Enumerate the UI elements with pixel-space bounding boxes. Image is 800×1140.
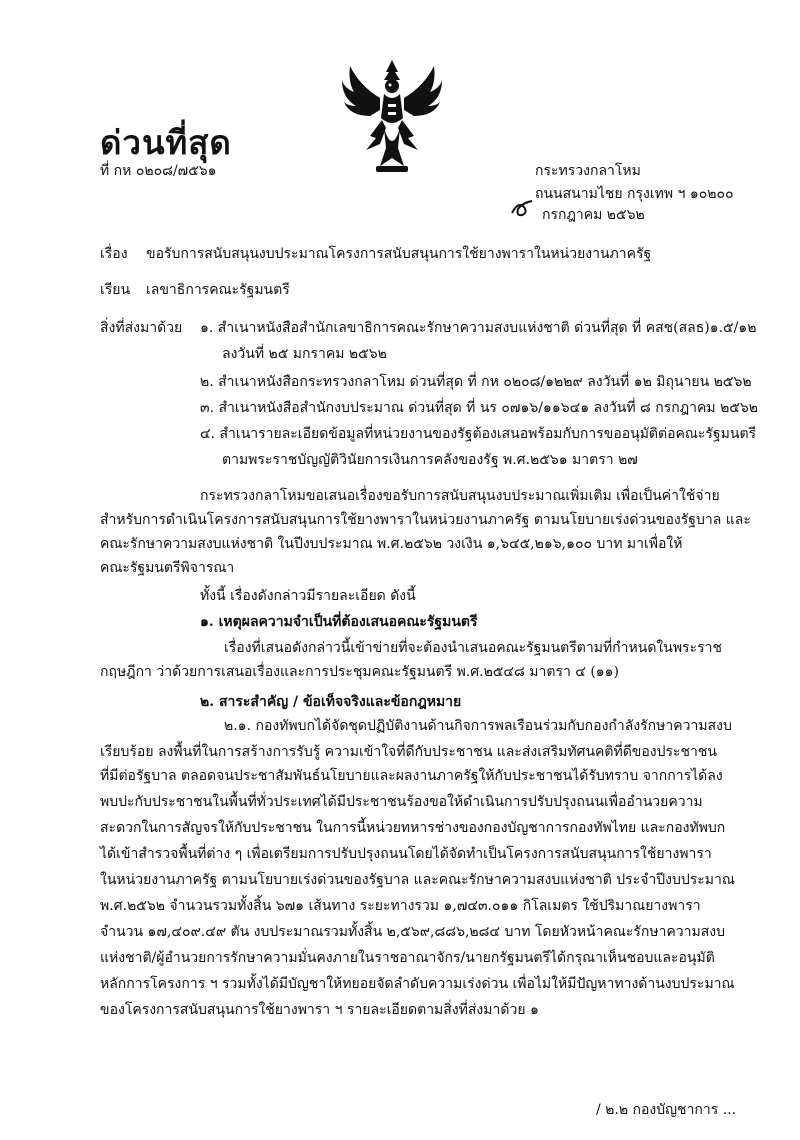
section1-line: เรื่องที่เสนอดังกล่าวนี้เข้าข่ายที่จะต้องนำเสนอคณะรัฐมนตรีตามที่กำหนดในพระราช [224,640,722,656]
garuda-emblem [340,58,444,174]
section2-line: สะดวกในการสัญจรให้กับประชาชน ในการนี้หน่วยทหารช่างของกองบัญชาการกองทัพไทย และกองทัพบก [100,820,726,836]
details-intro: ทั้งนี้ เรื่องดังกล่าวมีรายละเอียด ดังนี้ [200,588,416,604]
intro-line: คณะรัฐมนตรีพิจารณา [100,560,235,576]
enclosure-item: ลงวันที่ ๒๕ มกราคม ๒๕๖๒ [222,346,387,362]
urgency-label: ด่วนที่สุด [100,123,232,162]
enclosure-item: ๓. สำเนาหนังสือสำนักงบประมาณ ด่วนที่สุด ที่ นร ๐๗๑๖/๑๑๖๔๑ ลงวันที่ ๘ กรกฎาคม ๒๕๖๒ [200,400,759,416]
section2-line: จำนวน ๑๗,๔๐๙.๔๙ ตัน งบประมาณรวมทั้งสิ้น ๒,๕๖๙,๘๘๖,๒๘๔ บาท โดยหัวหน้าคณะรักษาความสงบ [100,924,726,940]
section2-line: ของโครงการสนับสนุนการใช้ยางพารา ฯ รายละเอียดตามสิ่งที่ส่งมาด้วย ๑ [100,1002,539,1018]
handwritten-day-mark [510,199,536,217]
page-continuation: / ๒.๒ กองบัญชาการ ... [596,1102,737,1118]
section1-heading: ๑. เหตุผลความจำเป็นที่ต้องเสนอคณะรัฐมนตรี [200,614,478,630]
subject-label: เรื่อง [100,246,128,262]
ministry-name: กระทรวงกลาโหม [535,163,641,179]
subject-text: ขอรับการสนับสนุนงบประมาณโครงการสนับสนุนการใช้ยางพาราในหน่วยงานภาครัฐ [146,246,652,262]
section2-line: พบปะกับประชาชนในพื้นที่ทั่วประเทศได้มีประชาชนร้องขอให้ดำเนินการปรับปรุงถนนเพื่ออำนวยความ [100,794,703,810]
enclosure-item: ๑. สำเนาหนังสือสำนักเลขาธิการคณะรักษาความสงบแห่งชาติ ด่วนที่สุด ที่ คสช(สลธ)๑.๕/๑๒ [200,320,757,336]
section2-line: ๒.๑. กองทัพบกได้จัดชุดปฏิบัติงานด้านกิจการพลเรือนร่วมกับกองกำลังรักษาความสงบ [224,718,732,734]
section2-line: หลักการโครงการ ฯ รวมทั้งได้มีบัญชาให้ทยอยจัดลำดับความเร่งด่วน เพื่อไม่ให้มีปัญหาทางด้านงบประมาณ [100,976,735,992]
enclosure-item: ตามพระราชบัญญัติวินัยการเงินการคลังของรัฐ พ.ศ.๒๕๖๑ มาตรา ๒๗ [222,452,638,468]
section2-line: ในหน่วยงานภาครัฐ ตามนโยบายเร่งด่วนของรัฐบาล และคณะรักษาความสงบแห่งชาติ ประจำปีงบประมาณ [100,872,735,888]
section2-line: ได้เข้าสำรวจพื้นที่ต่าง ๆ เพื่อเตรียมการปรับปรุงถนนโดยได้จัดทำเป็นโครงการสนับสนุนการใช้ยางพารา [100,846,712,862]
section2-line: ที่มีต่อรัฐบาล ตลอดจนประชาสัมพันธ์นโยบายและผลงานภาครัฐให้กับประชาชนได้รับทราบ จากการได้ลง [100,768,723,784]
section2-line: เรียบร้อย ลงพื้นที่ในการสร้างการรับรู้ ความเข้าใจที่ดีกับประชาชน และส่งเสริมทัศนคติที่ดีของประชาชน [100,744,717,760]
intro-line: คณะรักษาความสงบแห่งชาติ ในปีงบประมาณ พ.ศ.๒๕๖๒ วงเงิน ๑,๖๔๕,๒๑๖,๑๐๐ บาท มาเพื่อให้ [100,536,683,552]
document-date: กรกฎาคม ๒๕๖๒ [542,207,645,223]
section2-line: แห่งชาติ/ผู้อำนวยการรักษาความมั่นคงภายในราชอาณาจักร/นายกรัฐมนตรีได้กรุณาเห็นชอบและอนุมัติ [100,950,715,966]
enclosure-item: ๔. สำเนารายละเอียดข้อมูลที่หน่วยงานของรัฐต้องเสนอพร้อมกับการขออนุมัติต่อคณะรัฐมนตรี [200,426,757,442]
section2-heading: ๒. สาระสำคัญ / ข้อเท็จจริงและข้อกฎหมาย [200,694,462,710]
recipient-text: เลขาธิการคณะรัฐมนตรี [146,282,290,298]
intro-line: สำหรับการดำเนินโครงการสนับสนุนการใช้ยางพาราในหน่วยงานภาครัฐ ตามนโยบายเร่งด่วนของรัฐบาล และ [100,512,751,528]
enclosures-label: สิ่งที่ส่งมาด้วย [100,320,183,336]
document-number: ที่ กห ๐๒๐๘/๗๕๖๑ [100,163,217,179]
recipient-label: เรียน [100,282,131,298]
section1-line: กฤษฎีกา ว่าด้วยการเสนอเรื่องและการประชุมคณะรัฐมนตรี พ.ศ.๒๕๔๘ มาตรา ๔ (๑๑) [100,664,620,680]
ministry-address: ถนนสนามไชย กรุงเทพ ฯ ๑๐๒๐๐ [535,186,734,202]
enclosure-item: ๒. สำเนาหนังสือกระทรวงกลาโหม ด่วนที่สุด ที่ กห ๐๒๐๘/๑๒๒๙ ลงวันที่ ๑๒ มิถุนายน ๒๕๖๒ [200,374,752,390]
intro-line: กระทรวงกลาโหมขอเสนอเรื่องขอรับการสนับสนุนงบประมาณเพิ่มเติม เพื่อเป็นค่าใช้จ่าย [200,488,720,504]
section2-line: พ.ศ.๒๕๖๒ จำนวนรวมทั้งสิ้น ๖๗๑ เส้นทาง ระยะทางรวม ๑,๗๔๓.๐๑๑ กิโลเมตร ใช้ปริมาณยางพารา [100,898,701,914]
